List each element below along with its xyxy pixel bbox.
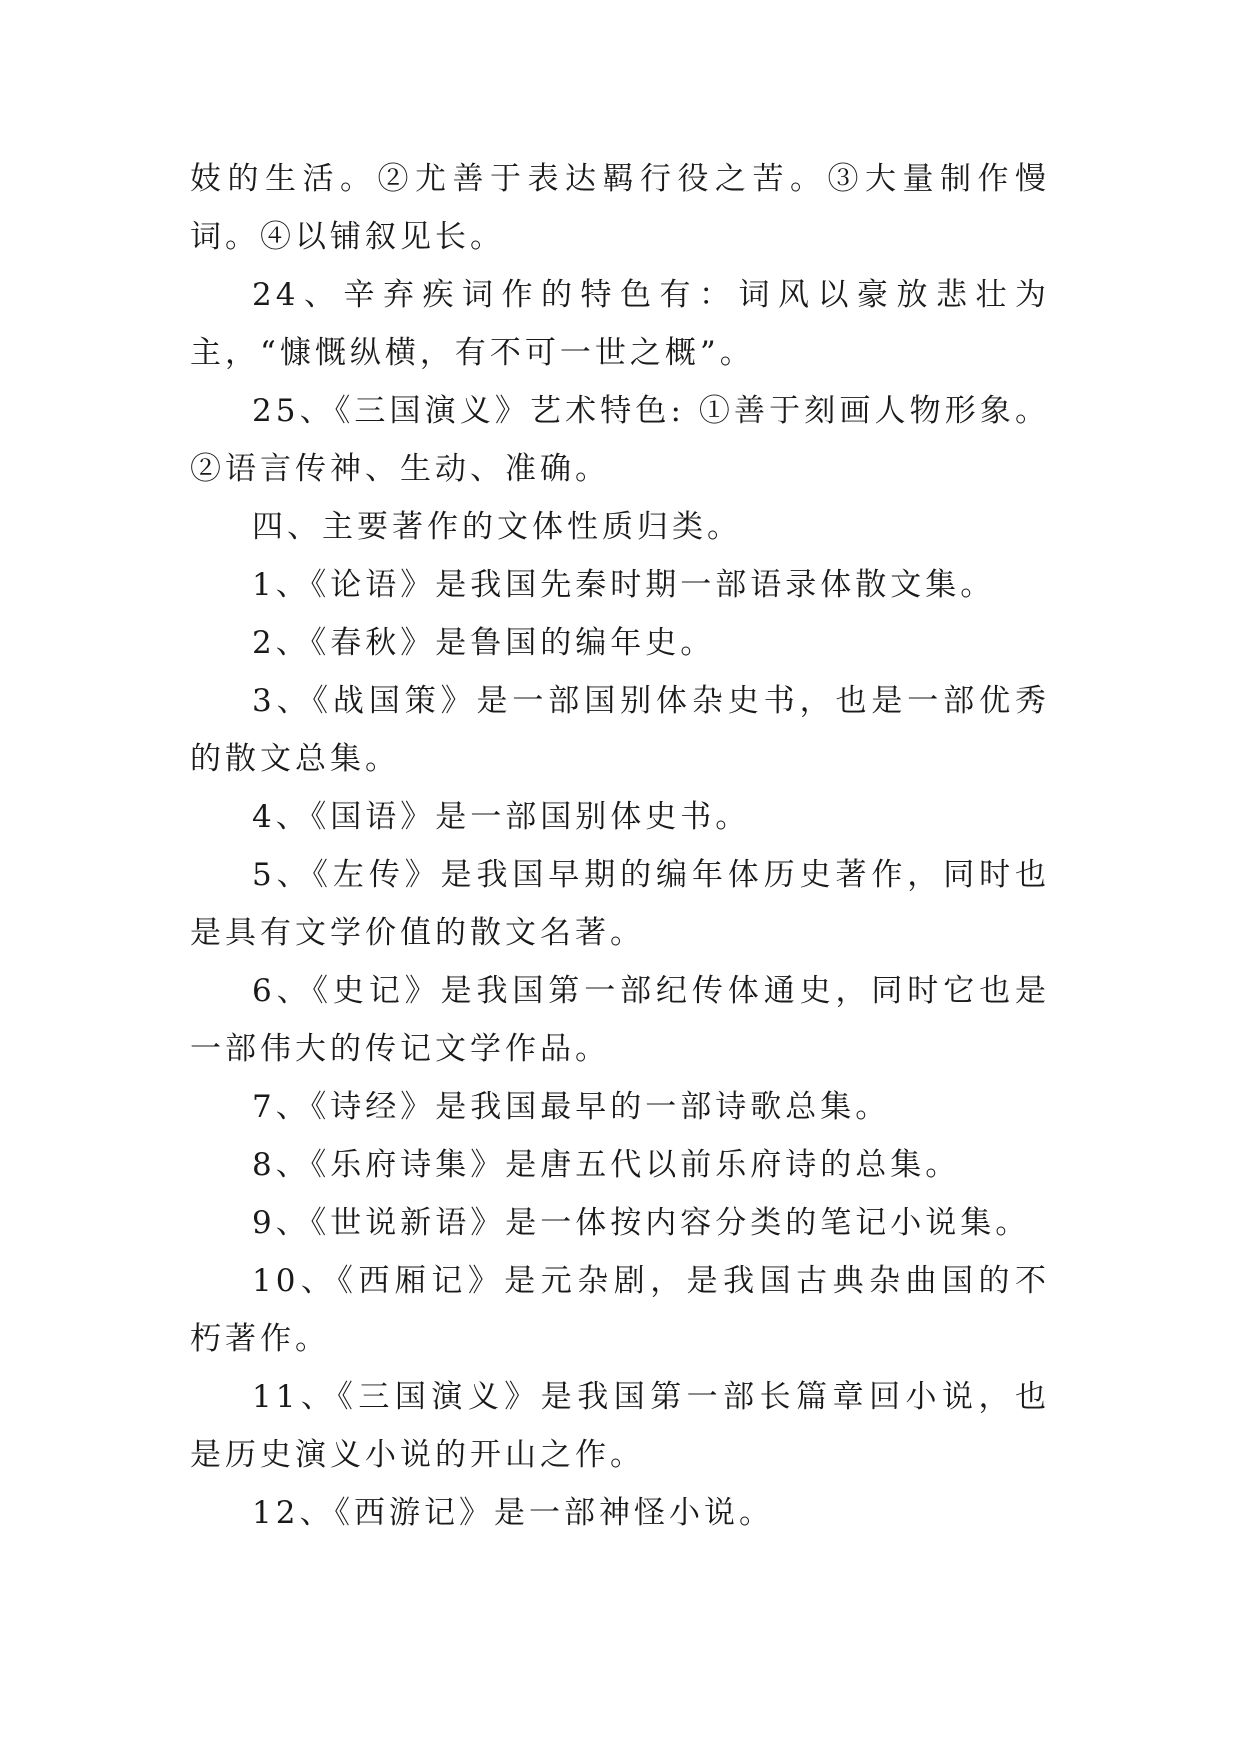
paragraph-item-8: 8、《乐府诗集》是唐五代以前乐府诗的总集。 [252, 1147, 961, 1183]
paragraph-continuation: 妓的生活。②尤善于表达羁行役之苦。③大量制作慢词。④以铺叙见长。 [190, 161, 1050, 255]
paragraph-item-11: 11、《三国演义》是我国第一部长篇章回小说，也是历史演义小说的开山之作。 [190, 1379, 1050, 1473]
paragraph-item-24: 24、辛弃疾词作的特色有：词风以豪放悲壮为主，“慷慨纵横，有不可一世之概”。 [190, 277, 1050, 371]
paragraph-item-9: 9、《世说新语》是一体按内容分类的笔记小说集。 [252, 1205, 1031, 1241]
paragraph-item-25: 25、《三国演义》艺术特色: ①善于刻画人物形象。②语言传神、生动、准确。 [190, 393, 1050, 487]
paragraph-item-4: 4、《国语》是一部国别体史书。 [252, 799, 751, 835]
paragraph-item-10: 10、《西厢记》是元杂剧，是我国古典杂曲国的不朽著作。 [190, 1263, 1050, 1357]
paragraph-item-3: 3、《战国策》是一部国别体杂史书，也是一部优秀的散文总集。 [190, 683, 1050, 777]
document-body [190, 150, 1050, 1542]
paragraph-item-2: 2、《春秋》是鲁国的编年史。 [252, 625, 716, 661]
paragraph-item-1: 1、《论语》是我国先秦时期一部语录体散文集。 [252, 567, 996, 603]
paragraph-item-7: 7、《诗经》是我国最早的一部诗歌总集。 [252, 1089, 891, 1125]
section-heading: 四、主要著作的文体性质归类。 [252, 509, 742, 545]
paragraph-item-12: 12、《西游记》是一部神怪小说。 [252, 1495, 774, 1531]
paragraph-item-5: 5、《左传》是我国早期的编年体历史著作，同时也是具有文学价值的散文名著。 [190, 857, 1050, 951]
paragraph-item-6: 6、《史记》是我国第一部纪传体通史，同时它也是一部伟大的传记文学作品。 [190, 973, 1050, 1067]
